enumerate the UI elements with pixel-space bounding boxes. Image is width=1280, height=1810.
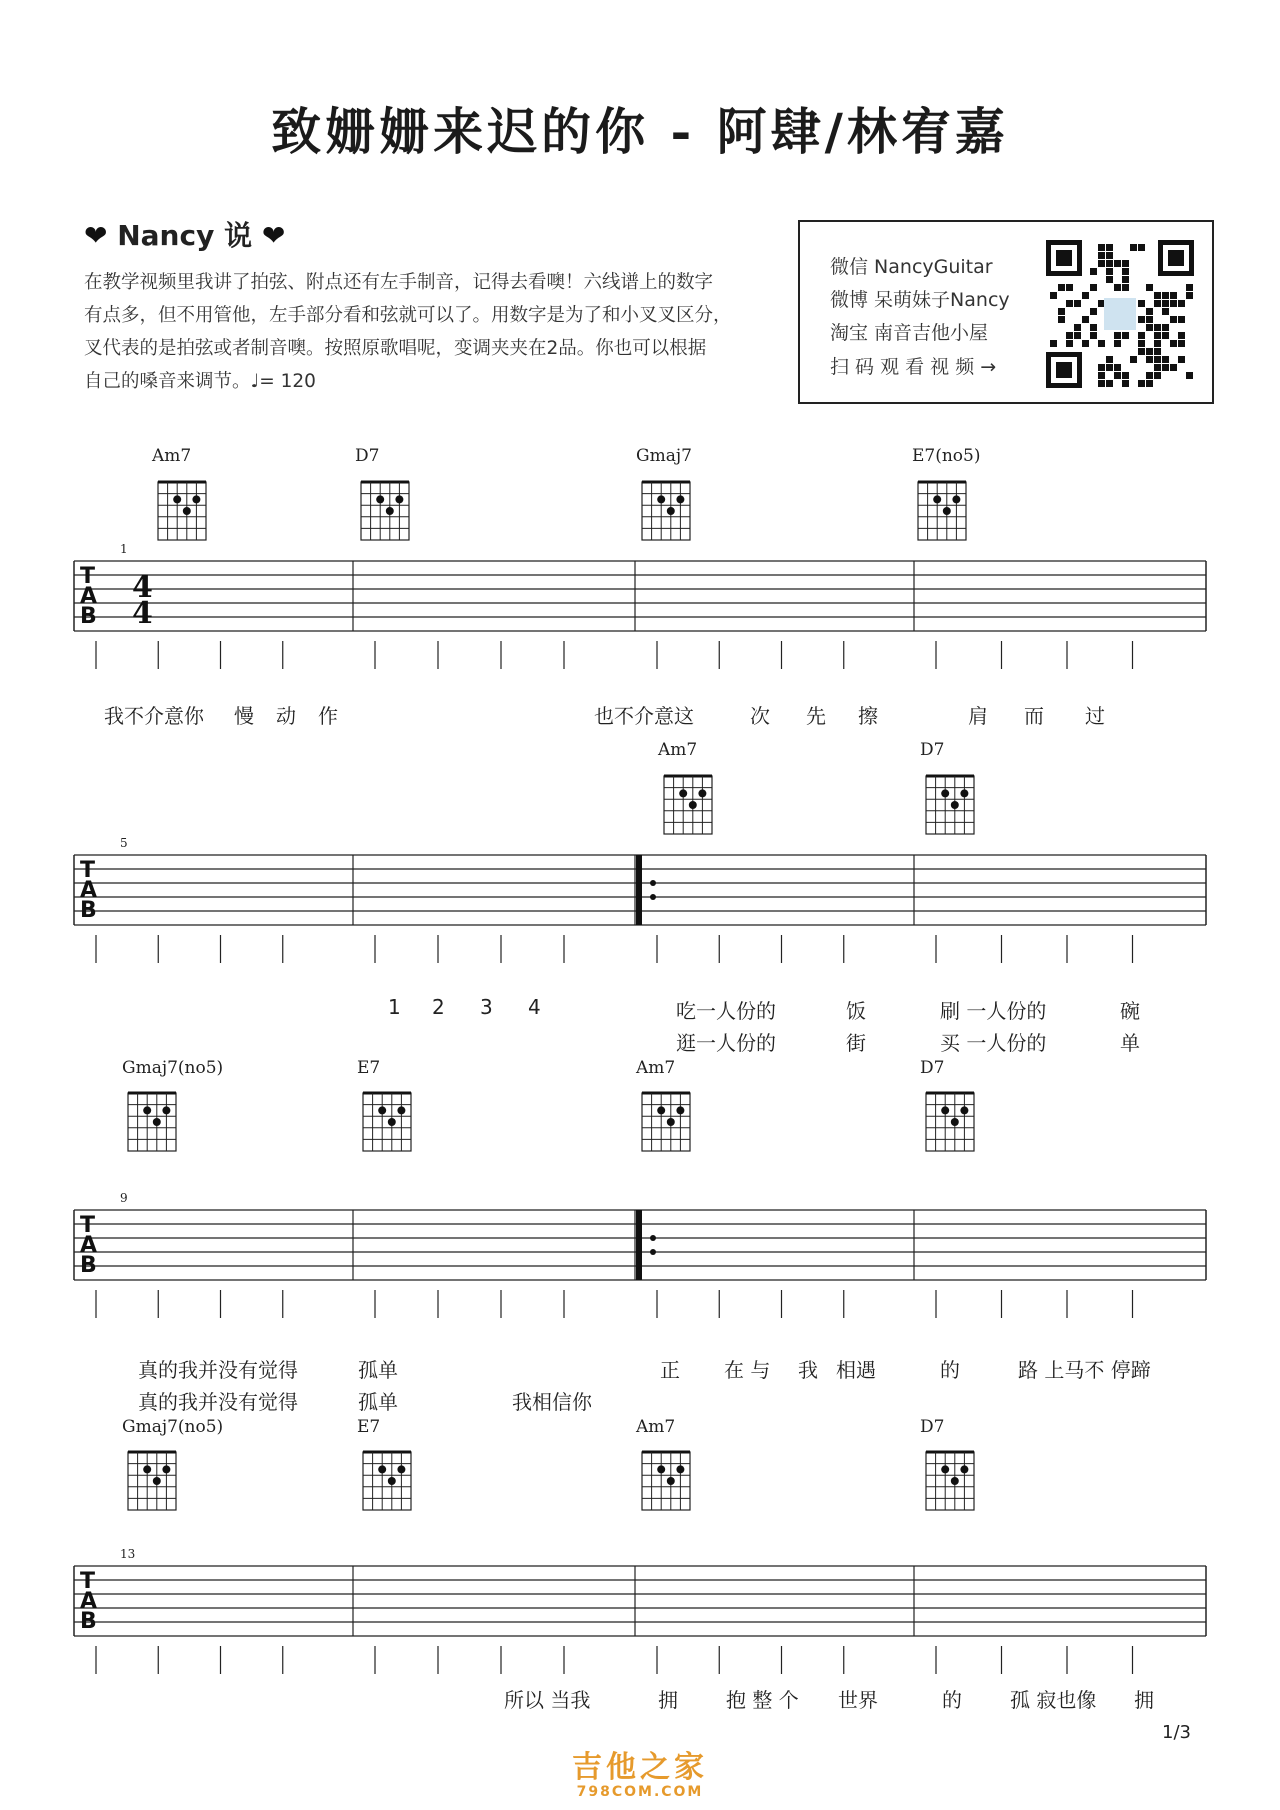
- repeat-dot: [650, 1235, 656, 1241]
- chord-dot: [667, 1477, 675, 1485]
- chord-diagram: [926, 1093, 974, 1151]
- chord-dot: [952, 495, 960, 503]
- chord-dot: [376, 495, 384, 503]
- lyric-text: 擦: [858, 704, 878, 728]
- repeat-dot: [650, 1249, 656, 1255]
- chord-dot: [397, 1106, 405, 1114]
- lyric-text: 也不介意这: [594, 704, 694, 728]
- chord-dot: [388, 1477, 396, 1485]
- chord-grid: [128, 1452, 176, 1510]
- chord-name: Am7: [636, 1058, 676, 1078]
- chord-dot: [943, 507, 951, 515]
- measure-number: 1: [120, 542, 128, 556]
- nancy-heading-text: Nancy 说: [117, 219, 253, 252]
- chord-dot: [378, 1106, 386, 1114]
- chord-grid: [363, 1093, 411, 1151]
- lyric-text: 肩: [968, 704, 988, 728]
- time-signature: 4: [132, 570, 153, 605]
- chord-dot: [667, 507, 675, 515]
- chord-dot: [386, 507, 394, 515]
- tab-letter: A: [80, 1589, 98, 1614]
- chord-name: Gmaj7(no5): [122, 1417, 224, 1437]
- lyric-text: 慢: [234, 704, 254, 728]
- chord-dot: [676, 1106, 684, 1114]
- chord-name: Am7: [152, 446, 192, 466]
- measure-number: 13: [120, 1547, 136, 1561]
- chord-dot: [941, 789, 949, 797]
- lyric-text: 饭: [846, 999, 866, 1023]
- chord-dot: [951, 1477, 959, 1485]
- tab-staff: [74, 1547, 1206, 1674]
- page-title: 致姗姗来迟的你 - 阿肆/林宥嘉: [271, 102, 1009, 161]
- chord-grid: [664, 776, 712, 834]
- tab-staff: [74, 836, 1206, 963]
- chord-dot: [960, 1106, 968, 1114]
- lyric-text: 的: [942, 1688, 962, 1712]
- lyric-text: 拥: [1134, 1688, 1154, 1712]
- tab-staff: [74, 1191, 1206, 1318]
- lyric-text: 街: [846, 1031, 866, 1055]
- tab-letter: T: [80, 1213, 96, 1238]
- lyric-text: 孤单: [358, 1390, 398, 1414]
- lyric-text: 拥: [658, 1688, 678, 1712]
- chord-dot: [667, 1118, 675, 1126]
- intro-line: 在教学视频里我讲了拍弦、附点还有左手制音，记得去看噢！六线谱上的数字: [84, 272, 714, 293]
- chord-dot: [657, 1106, 665, 1114]
- chord-diagram: [361, 482, 409, 540]
- lyric-text: 2: [432, 995, 445, 1019]
- lyric-text: 孤单: [358, 1358, 398, 1382]
- chord-dot: [388, 1118, 396, 1126]
- chord-diagram: [918, 482, 966, 540]
- chord-dot: [173, 495, 181, 503]
- chord-dot: [657, 1465, 665, 1473]
- chord-diagram: [926, 1452, 974, 1510]
- chord-grid: [128, 1093, 176, 1151]
- chord-dot: [378, 1465, 386, 1473]
- tab-letter: B: [80, 898, 97, 923]
- weibo-text: 微博 呆萌妹子Nancy: [830, 289, 1010, 311]
- chord-diagram: [642, 482, 690, 540]
- chord-diagram: [664, 776, 712, 834]
- heart-icon: ❤: [261, 219, 286, 252]
- chord-diagram: [128, 1093, 176, 1151]
- time-signature: 4: [132, 596, 153, 631]
- measure-number: 9: [120, 1191, 128, 1205]
- intro-line: 自己的嗓音来调节。♩= 120: [84, 371, 316, 392]
- lyric-text: 孤 寂也像: [1010, 1688, 1097, 1712]
- chord-dot: [183, 507, 191, 515]
- lyric-text: 路 上马不 停蹄: [1018, 1358, 1151, 1382]
- chord-diagram: [926, 776, 974, 834]
- measure-number: 5: [120, 836, 128, 850]
- lyric-text: 真的我并没有觉得: [138, 1390, 298, 1414]
- chord-dot: [676, 1465, 684, 1473]
- intro-line: 叉代表的是拍弦或者制音噢。按照原歌唱呢，变调夹夹在2品。你也可以根据: [84, 338, 707, 359]
- lyric-text: 过: [1085, 704, 1105, 728]
- lyric-text: 相遇: [836, 1358, 876, 1382]
- tab-letter: B: [80, 1253, 97, 1278]
- chord-dot: [960, 1465, 968, 1473]
- tab-letter: T: [80, 1569, 96, 1594]
- lyric-text: 先: [806, 704, 826, 728]
- lyric-text: 在 与: [724, 1358, 771, 1382]
- lyric-text: 单: [1120, 1031, 1140, 1055]
- tab-letter: T: [80, 858, 96, 883]
- lyric-text: 我不介意你: [104, 704, 204, 728]
- chord-dot: [951, 801, 959, 809]
- chord-dot: [153, 1118, 161, 1126]
- chord-dot: [933, 495, 941, 503]
- chord-name: D7: [920, 1058, 945, 1078]
- lyric-text: 1: [388, 995, 401, 1019]
- chord-grid: [926, 776, 974, 834]
- repeat-dot: [650, 880, 656, 886]
- chord-name: E7(no5): [912, 446, 981, 466]
- chord-name: Am7: [636, 1417, 676, 1437]
- lyric-text: 正: [660, 1358, 680, 1382]
- tab-letter: A: [80, 1233, 98, 1258]
- chord-grid: [642, 482, 690, 540]
- chord-dot: [941, 1106, 949, 1114]
- chord-grid: [361, 482, 409, 540]
- lyric-text: 的: [940, 1358, 960, 1382]
- chord-diagram: [158, 482, 206, 540]
- chord-dot: [153, 1477, 161, 1485]
- lyric-text: 3: [480, 995, 493, 1019]
- chord-dot: [951, 1118, 959, 1126]
- heart-icon: ❤: [84, 219, 108, 252]
- lyric-text: 我: [798, 1358, 818, 1382]
- chord-dot: [143, 1465, 151, 1473]
- wechat-text: 微信 NancyGuitar: [830, 256, 993, 278]
- chord-diagram: [363, 1093, 411, 1151]
- chord-grid: [642, 1093, 690, 1151]
- chord-name: Am7: [658, 740, 698, 760]
- chord-dot: [941, 1465, 949, 1473]
- chord-dot: [143, 1106, 151, 1114]
- chord-grid: [926, 1093, 974, 1151]
- page-number: 1/3: [1162, 1722, 1191, 1743]
- chord-dot: [397, 1465, 405, 1473]
- chord-dot: [698, 789, 706, 797]
- chord-name: Gmaj7(no5): [122, 1058, 224, 1078]
- chord-diagram: [642, 1452, 690, 1510]
- chord-grid: [363, 1452, 411, 1510]
- repeat-bar: [636, 1210, 642, 1280]
- chord-name: D7: [920, 1417, 945, 1437]
- site-url: 798COM.COM: [576, 1784, 704, 1800]
- lyric-text: 真的我并没有觉得: [138, 1358, 298, 1382]
- chord-dot: [676, 495, 684, 503]
- chord-dot: [162, 1106, 170, 1114]
- tab-letter: B: [80, 1609, 97, 1634]
- repeat-dot: [650, 894, 656, 900]
- tab-staff: [74, 542, 1206, 669]
- lyric-text: 吃一人份的: [676, 999, 776, 1023]
- lyric-text: 抱 整 个: [726, 1688, 799, 1712]
- chord-dot: [162, 1465, 170, 1473]
- chord-name: E7: [357, 1417, 381, 1437]
- chord-name: Gmaj7: [636, 446, 692, 466]
- lyric-text: 逛一人份的: [676, 1031, 776, 1055]
- chord-grid: [642, 1452, 690, 1510]
- repeat-bar: [636, 855, 642, 925]
- lyric-text: 次: [750, 704, 770, 728]
- chord-grid: [918, 482, 966, 540]
- scan-link[interactable]: 扫 码 观 看 视 频 →: [830, 356, 997, 378]
- chord-name: D7: [355, 446, 380, 466]
- chord-dot: [395, 495, 403, 503]
- taobao-text: 淘宝 南音吉他小屋: [830, 322, 989, 344]
- lyric-text: 而: [1024, 704, 1044, 728]
- chord-dot: [192, 495, 200, 503]
- chord-name: E7: [357, 1058, 381, 1078]
- intro-line: 有点多，但不用管他，左手部分看和弦就可以了。用数字是为了和小叉叉区分，: [84, 305, 732, 326]
- chord-dot: [960, 789, 968, 797]
- chord-dot: [689, 801, 697, 809]
- lyric-text: 碗: [1120, 999, 1140, 1023]
- site-logo: 吉他之家: [572, 1750, 708, 1785]
- lyric-text: 动: [276, 704, 296, 728]
- lyric-text: 4: [528, 995, 541, 1019]
- chord-dot: [657, 495, 665, 503]
- lyric-text: 世界: [838, 1688, 878, 1712]
- chord-grid: [926, 1452, 974, 1510]
- tab-letter: A: [80, 584, 98, 609]
- lyric-text: 买 一人份的: [940, 1031, 1047, 1055]
- chord-diagram: [363, 1452, 411, 1510]
- lyric-text: 我相信你: [512, 1390, 592, 1414]
- lyric-text: 所以 当我: [504, 1688, 591, 1712]
- chord-diagram: [642, 1093, 690, 1151]
- chord-name: D7: [920, 740, 945, 760]
- chord-diagram: [128, 1452, 176, 1510]
- chord-grid: [158, 482, 206, 540]
- lyric-text: 刷 一人份的: [940, 999, 1047, 1023]
- tab-letter: T: [80, 564, 96, 589]
- tab-letter: B: [80, 604, 97, 629]
- chord-dot: [679, 789, 687, 797]
- lyric-text: 作: [318, 704, 338, 728]
- tab-letter: A: [80, 878, 98, 903]
